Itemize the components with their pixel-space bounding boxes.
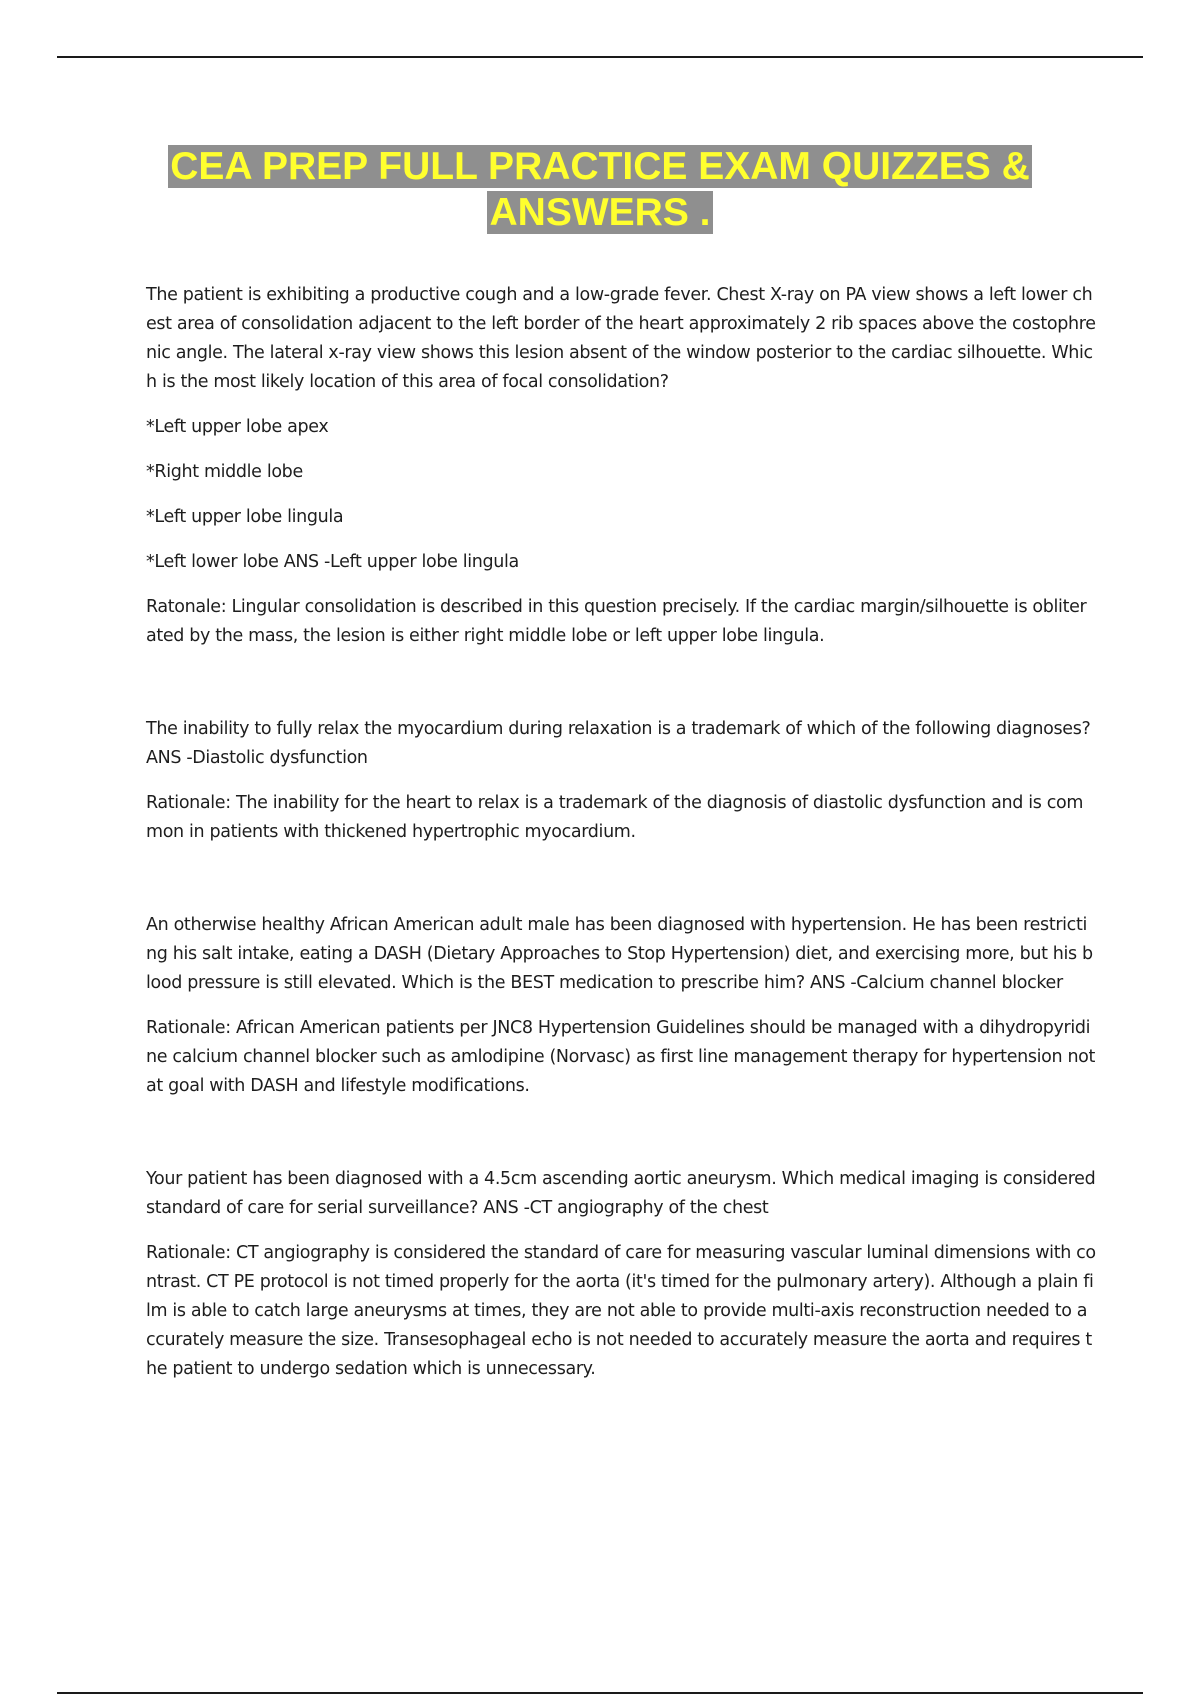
header-rule <box>57 56 1143 58</box>
question-block-3 <box>146 911 1096 1101</box>
title-line-2: ANSWERS . <box>489 191 711 234</box>
question-block-4 <box>146 1165 1096 1384</box>
rationale: Rationale: CT angiography is considered the standard of care for measuring vascular luminal dimensions with contrast. CT PE protocol is not timed properly for the aorta (it's timed for the pulmonary artery). Although a plain film is able to catch large aneurysms at times, they are not able to provide multi-axis reconstruction needed to accurately measure the size. Transesophageal echo is not needed to accurately measure the aorta and requires the patient to undergo sedation which is unnecessary. <box>146 1243 1096 1379</box>
question-stem: The patient is exhibiting a productive cough and a low-grade fever. Chest X-ray on PA view shows a left lower chest area of consolidation adjacent to the left border of the heart approximately 2 rib spaces above the costophrenic angle. The lateral x-ray view shows this lesion absent of the window posterior to the cardiac silhouette. Which is the most likely location of this area of focal consolidation? <box>146 285 1096 392</box>
rationale: Ratonale: Lingular consolidation is described in this question precisely. If the cardiac margin/silhouette is obliterated by the mass, the lesion is either right middle lobe or left upper lobe lingula. <box>146 597 1087 646</box>
answer-option: *Left upper lobe lingula <box>146 507 344 527</box>
rationale: Rationale: The inability for the heart to relax is a trademark of the diagnosis of diastolic dysfunction and is common in patients with thickened hypertrophic myocardium. <box>146 793 1084 842</box>
question-block-2 <box>146 715 1096 847</box>
answer-option: *Left lower lobe ANS -Left upper lobe lingula <box>146 552 519 572</box>
question-block-1 <box>146 281 1096 651</box>
question-stem: The inability to fully relax the myocardium during relaxation is a trademark of which of the following diagnoses? ANS -Diastolic dysfunction <box>146 719 1091 768</box>
title-line-1: CEA PREP FULL PRACTICE EXAM QUIZZES & <box>170 145 1030 188</box>
footer-rule <box>57 1692 1143 1694</box>
answer-option: *Right middle lobe <box>146 462 303 482</box>
document-title <box>100 144 1100 236</box>
question-stem: Your patient has been diagnosed with a 4.5cm ascending aortic aneurysm. Which medical imaging is considered standard of care for serial surveillance? ANS -CT angiography of the chest <box>146 1169 1096 1218</box>
question-stem: An otherwise healthy African American adult male has been diagnosed with hypertension. He has been restricting his salt intake, eating a DASH (Dietary Approaches to Stop Hypertension) diet, and exercising more, but his blood pressure is still elevated. Which is the BEST medication to prescribe him? ANS -Calcium channel blocker <box>146 915 1093 993</box>
document-body <box>146 281 1096 1448</box>
rationale: Rationale: African American patients per JNC8 Hypertension Guidelines should be managed with a dihydropyridine calcium channel blocker such as amlodipine (Norvasc) as first line management therapy for hypertension not at goal with DASH and lifestyle modifications. <box>146 1018 1096 1096</box>
answer-option: *Left upper lobe apex <box>146 417 329 437</box>
